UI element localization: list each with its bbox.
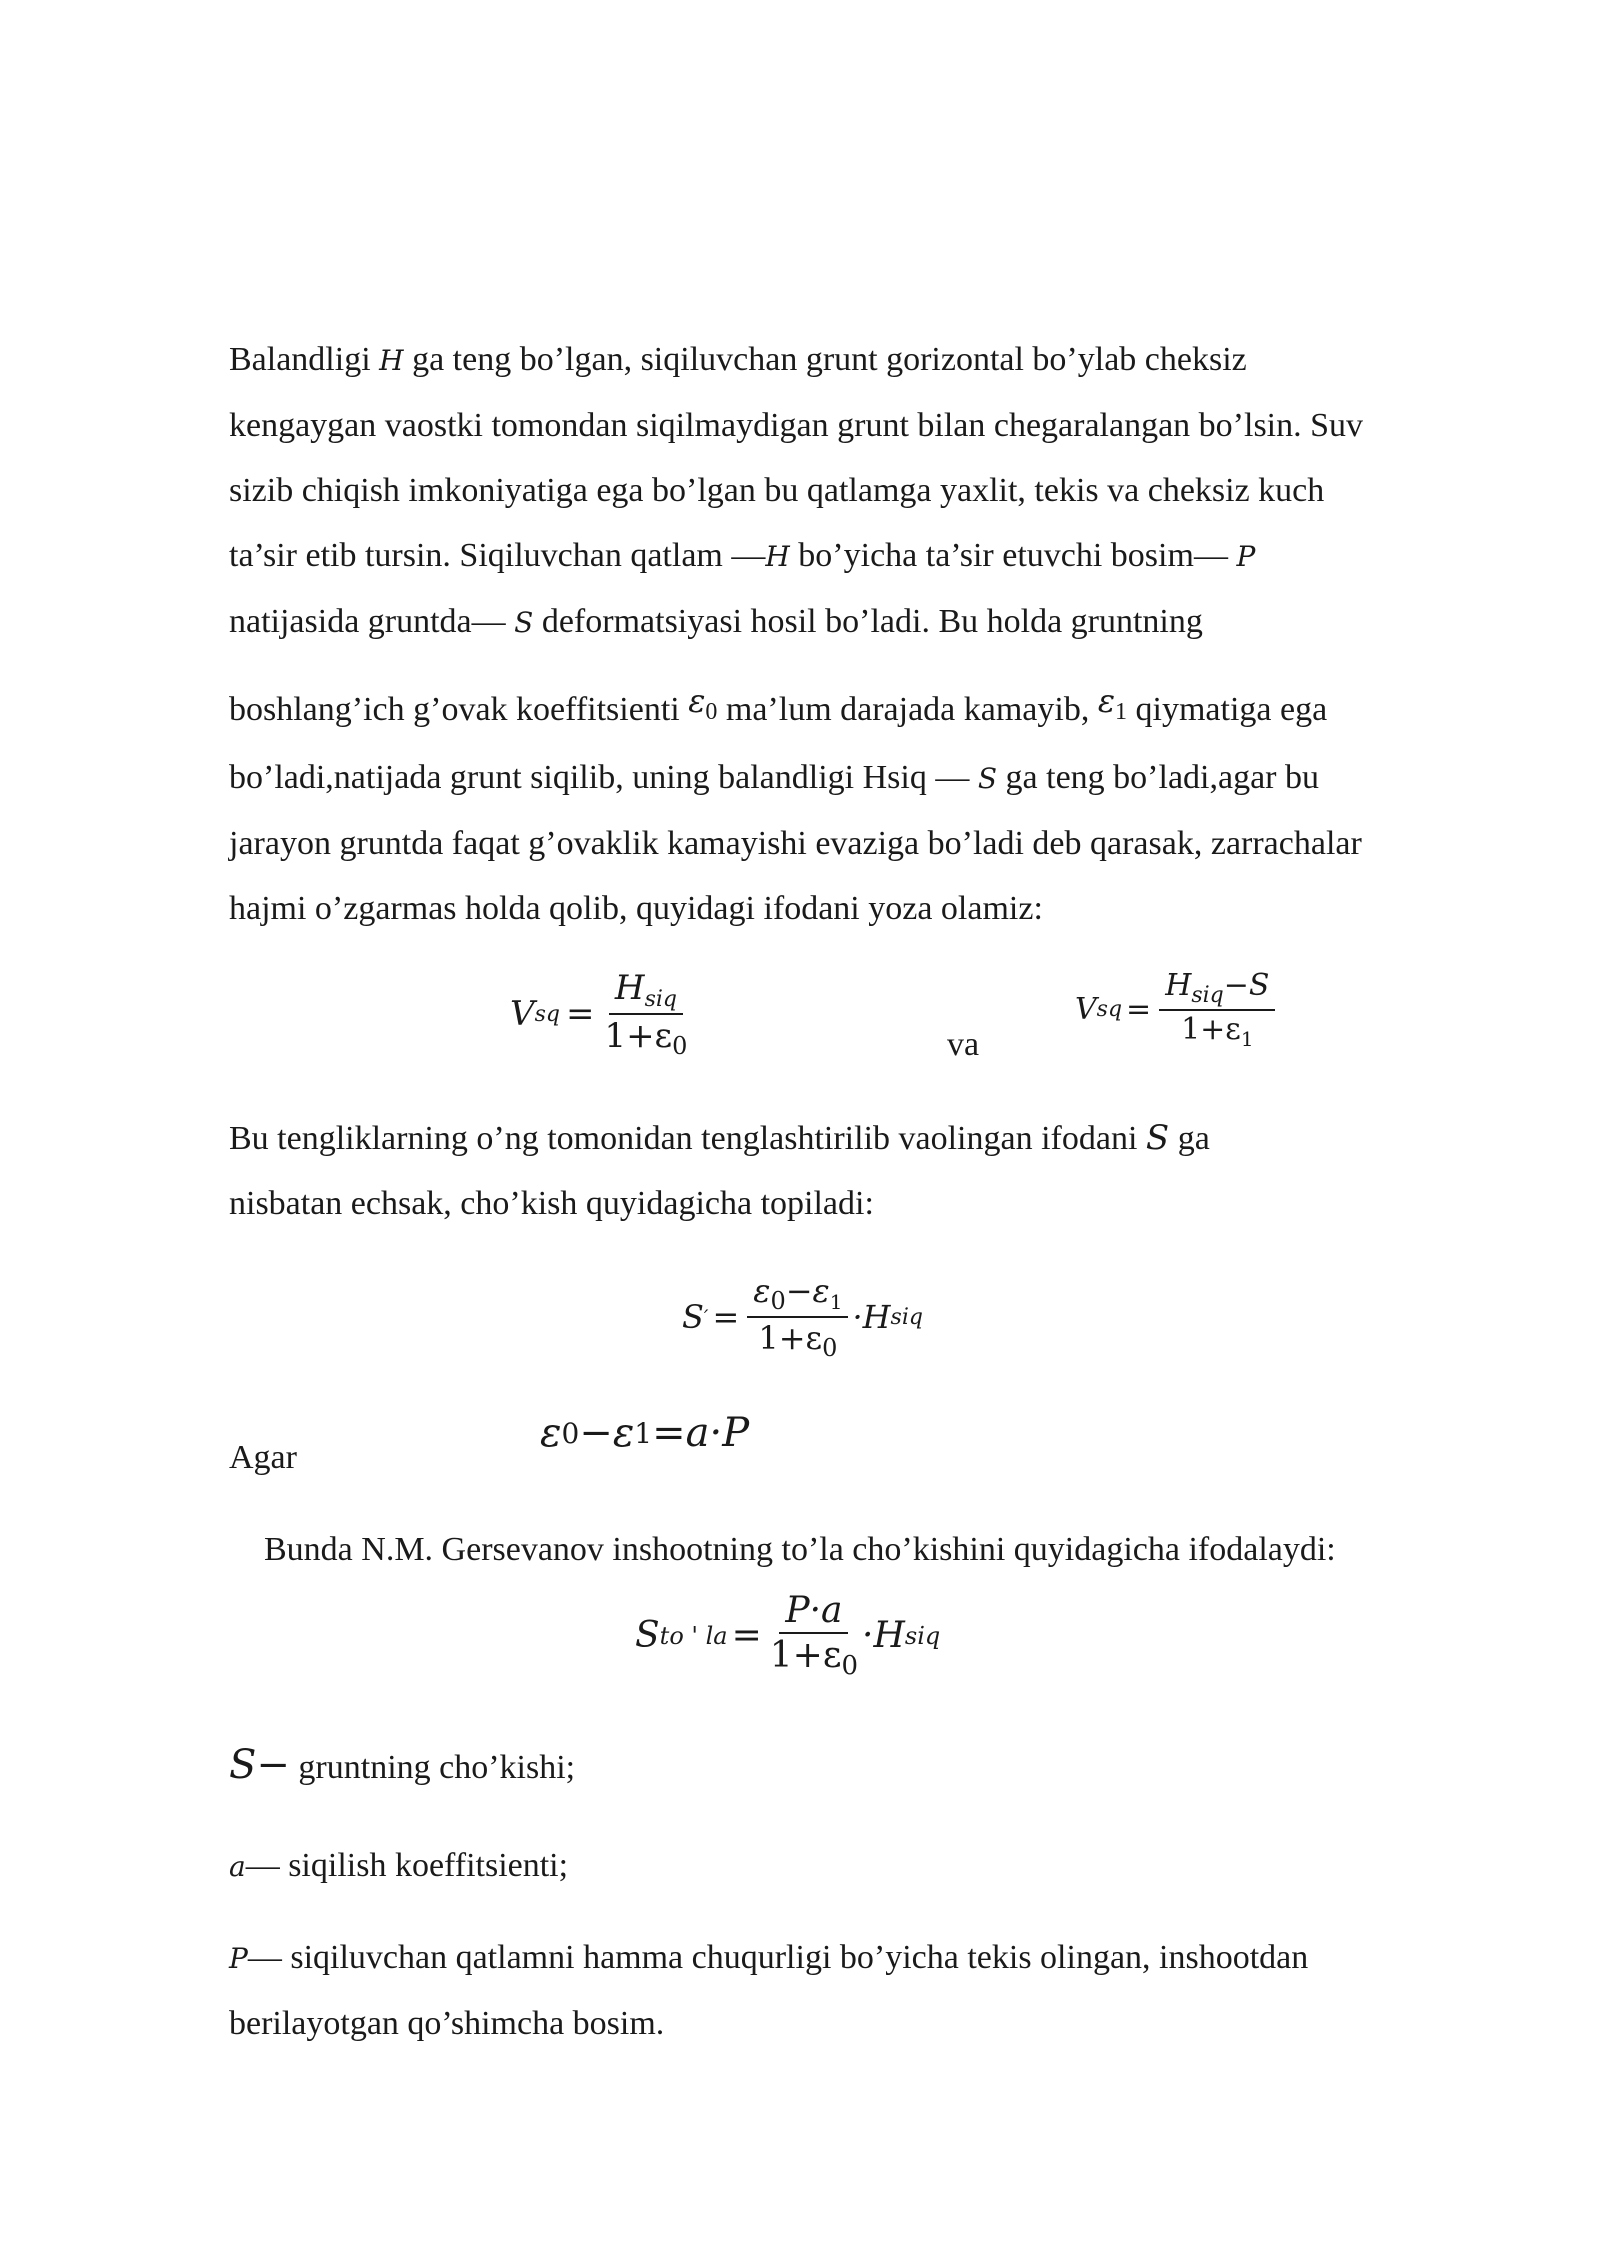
eq2-num-minus-S: −S (1223, 968, 1270, 1003)
eq5-lhs-sub: to ' la (659, 1621, 728, 1650)
eq2-lhs: V (1075, 992, 1097, 1027)
solve-line-2: nisbatan echsak, cho’kish quyidagicha topiladi: (229, 1185, 874, 1222)
eq5-den-sub: 0 (841, 1651, 859, 1681)
definition-S-text: gruntning cho’kishi; (298, 1749, 576, 1786)
intro-line-7 (229, 745, 1489, 811)
eq2-fraction (1159, 968, 1275, 1051)
eq3-numerator (747, 1272, 848, 1318)
definition-P-text-a: siqiluvchan qatlamni hamma chuqurligi bo’yicha tekis olingan, inshootdan (290, 1939, 1309, 1976)
intro-line-1-text-b: ga teng bo’lgan, siqiluvchan grunt gorizontal bo’ylab cheksiz (412, 341, 1247, 378)
dash-symbol: — (471, 603, 506, 640)
eq4-rhs: =a·P (652, 1410, 750, 1456)
eq1-num-sub: siq (644, 987, 677, 1012)
va-label: va (947, 1026, 980, 1063)
intro-line-5-text-b: deformatsiyasi hosil bo’ladi. Bu holda gruntning (541, 603, 1203, 640)
intro-paragraph (229, 327, 1489, 941)
dash-symbol: — (731, 537, 766, 574)
intro-line-2: kengaygan vaostki tomondan siqilmaydigan grunt bilan chegaralangan bo’lsin. Suv (229, 407, 1364, 444)
eq3-num-minus-eps: −ε (785, 1272, 830, 1310)
intro-line-7-text-b: ga teng bo’ladi,agar bu (1005, 759, 1319, 796)
eq3-num-sub1: 1 (829, 1290, 843, 1314)
eq2-num-H: H (1165, 968, 1192, 1003)
eq1-fraction (604, 968, 687, 1060)
definition-a-symbol: a (229, 1850, 246, 1883)
eq3-lhs-prime: ′ (703, 1305, 709, 1329)
eq4-sub1: 1 (634, 1416, 653, 1450)
eq3-num-sub0: 0 (770, 1287, 786, 1315)
eq2-den-text: 1+ε (1181, 1012, 1241, 1047)
symbol-S: S (514, 606, 534, 639)
eq5-denominator (770, 1634, 858, 1681)
eq5-lhs: S (635, 1615, 660, 1656)
equation-v-sq-1 (510, 968, 691, 1060)
eq1-lhs: V (510, 994, 535, 1034)
eq1-den-text: 1+ε (604, 1016, 673, 1056)
gersevanov-sentence: Bunda N.M. Gersevanov inshootning to’la cho’kishini quyidagicha ifodalaydi: (264, 1531, 1336, 1568)
eq1-den-sub: 0 (672, 1032, 688, 1060)
eq1-lhs-sub: sq (534, 1001, 560, 1027)
eq5-numerator: P·a (779, 1590, 848, 1634)
eq5-tail-sub: siq (904, 1621, 941, 1650)
intro-line-3: sizib chiqish imkoniyatiga ega bo’lgan bu qatlamga yaxlit, tekis va cheksiz kuch (229, 472, 1325, 509)
intro-line-4-text-b: bo’yicha ta’sir etuvchi bosim (798, 537, 1194, 574)
eq3-den-sub: 0 (822, 1334, 838, 1362)
dash-symbol: — (245, 1847, 280, 1884)
subscript-1: 1 (1115, 699, 1128, 725)
solve-line-1-text-a: Bu tengliklarning o’ng tomonidan tenglashtirilib vaolingan ifodani (229, 1120, 1138, 1157)
eq1-num-H: H (614, 968, 645, 1008)
eq3-fraction (747, 1272, 848, 1362)
eq2-lhs-sub: sq (1096, 997, 1123, 1022)
eq2-numerator (1159, 968, 1275, 1011)
dash-symbol: — (935, 759, 970, 796)
eq5-den-text: 1+ε (769, 1635, 842, 1676)
symbol-H: H (765, 540, 790, 573)
intro-line-5 (229, 589, 1489, 655)
equation-total-settlement (635, 1590, 940, 1681)
equals-sign: = (712, 1298, 740, 1336)
eq3-lhs: S (682, 1298, 704, 1336)
intro-line-4 (229, 523, 1489, 589)
definition-a-text: siqilish koeffitsienti; (288, 1847, 569, 1884)
intro-line-1-text-a: Balandligi (229, 341, 371, 378)
intro-line-5-text-a: natijasida gruntda (229, 603, 472, 640)
symbol-epsilon: ε (1097, 682, 1116, 720)
eq5-tail: ·H (862, 1615, 905, 1656)
subscript-0: 0 (705, 699, 718, 725)
eq3-tail: ·H (852, 1298, 891, 1336)
eq3-denominator (758, 1318, 837, 1362)
symbol-P: P (1236, 540, 1256, 573)
eq4-sub0: 0 (561, 1416, 580, 1450)
equation-eps-difference (540, 1410, 749, 1456)
definition-a (229, 1846, 568, 1887)
eq5-fraction (770, 1590, 858, 1681)
eq3-den-text: 1+ε (758, 1319, 823, 1357)
intro-line-9: hajmi o’zgarmas holda qolib, quyidagi ifodani yoza olamiz: (229, 890, 1043, 927)
eq3-tail-sub: siq (890, 1304, 923, 1330)
solve-line-1 (229, 1106, 1489, 1171)
equals-sign: = (565, 994, 595, 1034)
intro-line-1 (229, 327, 1489, 393)
eq1-numerator (609, 968, 683, 1015)
definition-P (229, 1925, 1489, 2056)
agar-label: Agar (229, 1439, 297, 1476)
intro-line-6-text-a: boshlang’ich g’ovak koeffitsienti (229, 691, 680, 728)
equation-settlement (682, 1272, 923, 1362)
intro-line-6-text-c: qiymatiga ega (1135, 691, 1328, 728)
symbol-S: S (977, 762, 998, 795)
definition-P-line-2: berilayotgan qo’shimcha bosim. (229, 2005, 665, 2042)
definition-P-line-1 (229, 1925, 1489, 1991)
equals-sign: = (1126, 992, 1152, 1027)
eq2-num-sub: siq (1191, 983, 1224, 1008)
intro-line-8: jarayon gruntda faqat g’ovaklik kamayishi evaziga bo’ladi deb qarasak, zarrachalar (229, 825, 1362, 862)
eq2-den-sub: 1 (1240, 1027, 1254, 1051)
solve-line-1-text-b: ga (1177, 1120, 1210, 1157)
eq1-denominator (604, 1015, 687, 1060)
equation-v-sq-2 (1075, 968, 1279, 1051)
symbol-H: H (379, 344, 404, 377)
intro-line-6-text-b: ma’lum darajada kamayib, (725, 691, 1090, 728)
eq4-eps0: ε (540, 1410, 562, 1456)
intro-line-6 (229, 669, 1489, 745)
solve-paragraph (229, 1106, 1489, 1236)
intro-line-7-text-a: bo’ladi,natijada grunt siqilib, uning balandligi Hsiq (229, 759, 927, 796)
definition-P-symbol: P (229, 1942, 248, 1975)
eq2-denominator (1181, 1011, 1254, 1051)
eq4-minus-eps1: −ε (579, 1410, 635, 1456)
dash-symbol: — (1193, 537, 1228, 574)
symbol-epsilon: ε (688, 682, 706, 720)
equals-sign: = (731, 1615, 762, 1656)
definition-S-symbol: S− (229, 1742, 290, 1788)
definition-S (229, 1742, 576, 1788)
intro-line-4-text-a: ta’sir etib tursin. Siqiluvchan qatlam (229, 537, 723, 574)
symbol-S: S (1145, 1118, 1170, 1158)
dash-symbol: — (247, 1939, 282, 1976)
eq3-num-eps: ε (753, 1272, 771, 1310)
